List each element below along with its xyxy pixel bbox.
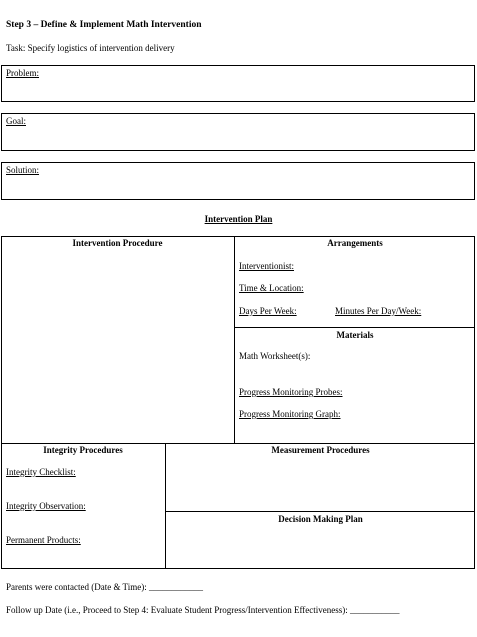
interventionist-label: Interventionist: xyxy=(239,261,294,271)
goal-box[interactable] xyxy=(1,113,475,151)
solution-label: Solution: xyxy=(6,165,40,175)
divider-integrity-measurement xyxy=(165,443,166,569)
days-per-week-label: Days Per Week: xyxy=(239,306,297,316)
integrity-observation-label: Integrity Observation: xyxy=(6,501,86,511)
materials-header: Materials xyxy=(336,330,374,340)
parents-contacted-line: Parents were contacted (Date & Time): ____________ xyxy=(6,582,203,592)
arrangements-header: Arrangements xyxy=(327,238,383,248)
progress-probes-label: Progress Monitoring Probes: xyxy=(239,387,343,397)
math-worksheets-label: Math Worksheet(s): xyxy=(239,351,311,361)
decision-header: Decision Making Plan xyxy=(278,514,363,524)
divider-top-bottom xyxy=(1,443,475,444)
divider-arrangements-materials xyxy=(234,327,475,328)
time-location-label: Time & Location: xyxy=(239,283,304,293)
follow-up-line: Follow up Date (i.e., Proceed to Step 4: Evaluate Student Progress/Intervention Effectiveness): ___________ xyxy=(6,605,400,615)
procedure-header: Intervention Procedure xyxy=(72,238,163,248)
solution-box[interactable] xyxy=(1,162,475,200)
minutes-per-day-label: Minutes Per Day/Week: xyxy=(335,306,422,316)
permanent-products-label: Permanent Products: xyxy=(6,535,81,545)
problem-label: Problem: xyxy=(6,68,39,78)
divider-measurement-decision xyxy=(165,511,475,512)
integrity-checklist-label: Integrity Checklist: xyxy=(6,467,76,477)
task-description: Task: Specify logistics of intervention delivery xyxy=(6,43,175,53)
problem-box[interactable] xyxy=(1,65,475,102)
measurement-header: Measurement Procedures xyxy=(271,445,370,455)
page-title: Step 3 – Define & Implement Math Intervention xyxy=(6,20,202,30)
goal-label: Goal: xyxy=(6,116,26,126)
integrity-header: Integrity Procedures xyxy=(43,445,123,455)
progress-graph-label: Progress Monitoring Graph: xyxy=(239,409,341,419)
intervention-plan-title: Intervention Plan xyxy=(204,214,273,224)
